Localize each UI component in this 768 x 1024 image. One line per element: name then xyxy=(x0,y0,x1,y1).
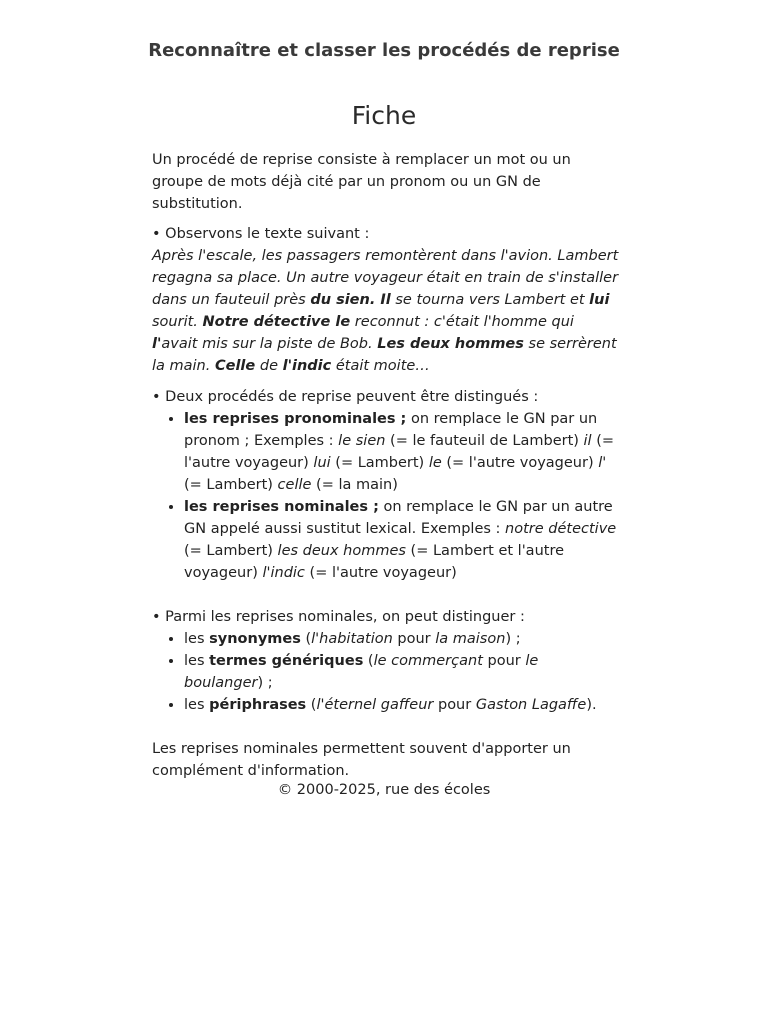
nominale-item xyxy=(184,650,622,694)
observe-lead: • Observons le texte suivant : xyxy=(152,226,370,242)
item-text: (= la main) xyxy=(311,477,398,493)
passage-text: se tourna vers Lambert et xyxy=(390,292,590,308)
item-text: on remplace le GN par un autre GN appelé aussi sustitut lexical. Exemples : xyxy=(184,499,613,537)
reprise-highlight: Notre détective le xyxy=(202,314,351,330)
procede-item xyxy=(184,408,622,496)
passage-text: avait mis sur la piste de Bob. xyxy=(161,336,378,352)
nominales-lead: • Parmi les reprises nominales, on peut distinguer : xyxy=(152,609,525,625)
procedes-lead: • Deux procédés de reprise peuvent être distingués : xyxy=(152,389,539,405)
example-word: les deux hommes xyxy=(277,543,406,559)
item-text: (= l'autre voyageur) xyxy=(441,455,599,471)
term-label: périphrases xyxy=(209,697,307,713)
example-word: notre détective xyxy=(505,521,617,537)
passage-text: de xyxy=(255,358,283,374)
example-word: Gaston Lagaffe xyxy=(475,697,587,713)
example-word: il xyxy=(583,433,592,449)
reprise-highlight: lui xyxy=(589,292,610,308)
item-text: ( xyxy=(363,653,374,669)
passage-text: sourit. xyxy=(152,314,203,330)
item-text: (= Lambert et l'autre voyageur) xyxy=(184,543,565,581)
item-text: pour xyxy=(433,697,476,713)
passage-text: était moite… xyxy=(331,358,430,374)
item-text: ) ; xyxy=(505,631,521,647)
item-text: ). xyxy=(586,697,597,713)
procede-item xyxy=(184,496,622,584)
conclusion-paragraph: Les reprises nominales permettent souvent d'apporter un complément d'information. xyxy=(152,741,571,779)
item-text: les xyxy=(184,697,210,713)
term-label: les reprises pronominales ; xyxy=(184,411,407,427)
reprise-highlight: du sien. Il xyxy=(310,292,391,308)
example-passage xyxy=(152,245,622,377)
nominales-list xyxy=(152,628,622,716)
passage-text: se serrèrent la main. xyxy=(152,336,617,374)
item-text: on remplace le GN par un pronom ; Exemples : xyxy=(184,411,598,449)
example-word: le commerçant xyxy=(373,653,483,669)
procedes-list xyxy=(152,408,622,584)
example-word: la maison xyxy=(435,631,506,647)
intro-paragraph: Un procédé de reprise consiste à remplacer un mot ou un groupe de mots déjà cité par un pronom ou un GN de substitution. xyxy=(152,152,571,212)
example-word: l' xyxy=(598,455,607,471)
site-title: Reconnaître et classer les procédés de reprise xyxy=(148,40,620,61)
item-text: (= Lambert) xyxy=(330,455,429,471)
example-word: l'indic xyxy=(262,565,305,581)
item-text: (= Lambert) xyxy=(184,477,278,493)
item-text: ( xyxy=(300,631,312,647)
item-text: (= le fauteuil de Lambert) xyxy=(385,433,584,449)
example-word: le sien xyxy=(338,433,386,449)
item-text: les xyxy=(184,653,210,669)
term-label: termes génériques xyxy=(209,653,364,669)
item-text: (= l'autre voyageur) xyxy=(304,565,457,581)
passage-text: Après l'escale, les passagers remontèrent dans l'avion. Lambert regagna sa place. Un autre voyageur était en train de s'installer dans un fauteuil près xyxy=(152,248,619,308)
example-word: l'habitation xyxy=(311,631,393,647)
example-word: le boulanger xyxy=(184,653,539,691)
example-word: le xyxy=(428,455,442,471)
reprise-highlight: Les deux hommes xyxy=(377,336,524,352)
item-text: pour xyxy=(482,653,526,669)
copyright-footer: © 2000-2025, rue des écoles xyxy=(277,782,491,798)
reprise-highlight: Celle xyxy=(214,358,256,374)
fiche-content xyxy=(152,149,622,782)
page-title: Fiche xyxy=(351,101,417,130)
item-text: ) ; xyxy=(257,675,273,691)
item-text: ( xyxy=(306,697,317,713)
example-word: lui xyxy=(313,455,331,471)
item-text: pour xyxy=(392,631,436,647)
item-text: (= l'autre voyageur) xyxy=(184,433,615,471)
reprise-highlight: l'indic xyxy=(282,358,332,374)
passage-text: reconnut : c'était l'homme qui xyxy=(350,314,574,330)
item-text: les xyxy=(184,631,210,647)
item-text: (= Lambert) xyxy=(184,543,278,559)
nominale-item xyxy=(184,628,622,650)
nominale-item xyxy=(184,694,622,716)
example-word: celle xyxy=(277,477,312,493)
example-word: l'éternel gaffeur xyxy=(316,697,434,713)
term-label: les reprises nominales ; xyxy=(184,499,379,515)
reprise-highlight: l' xyxy=(152,336,162,352)
term-label: synonymes xyxy=(209,631,301,647)
